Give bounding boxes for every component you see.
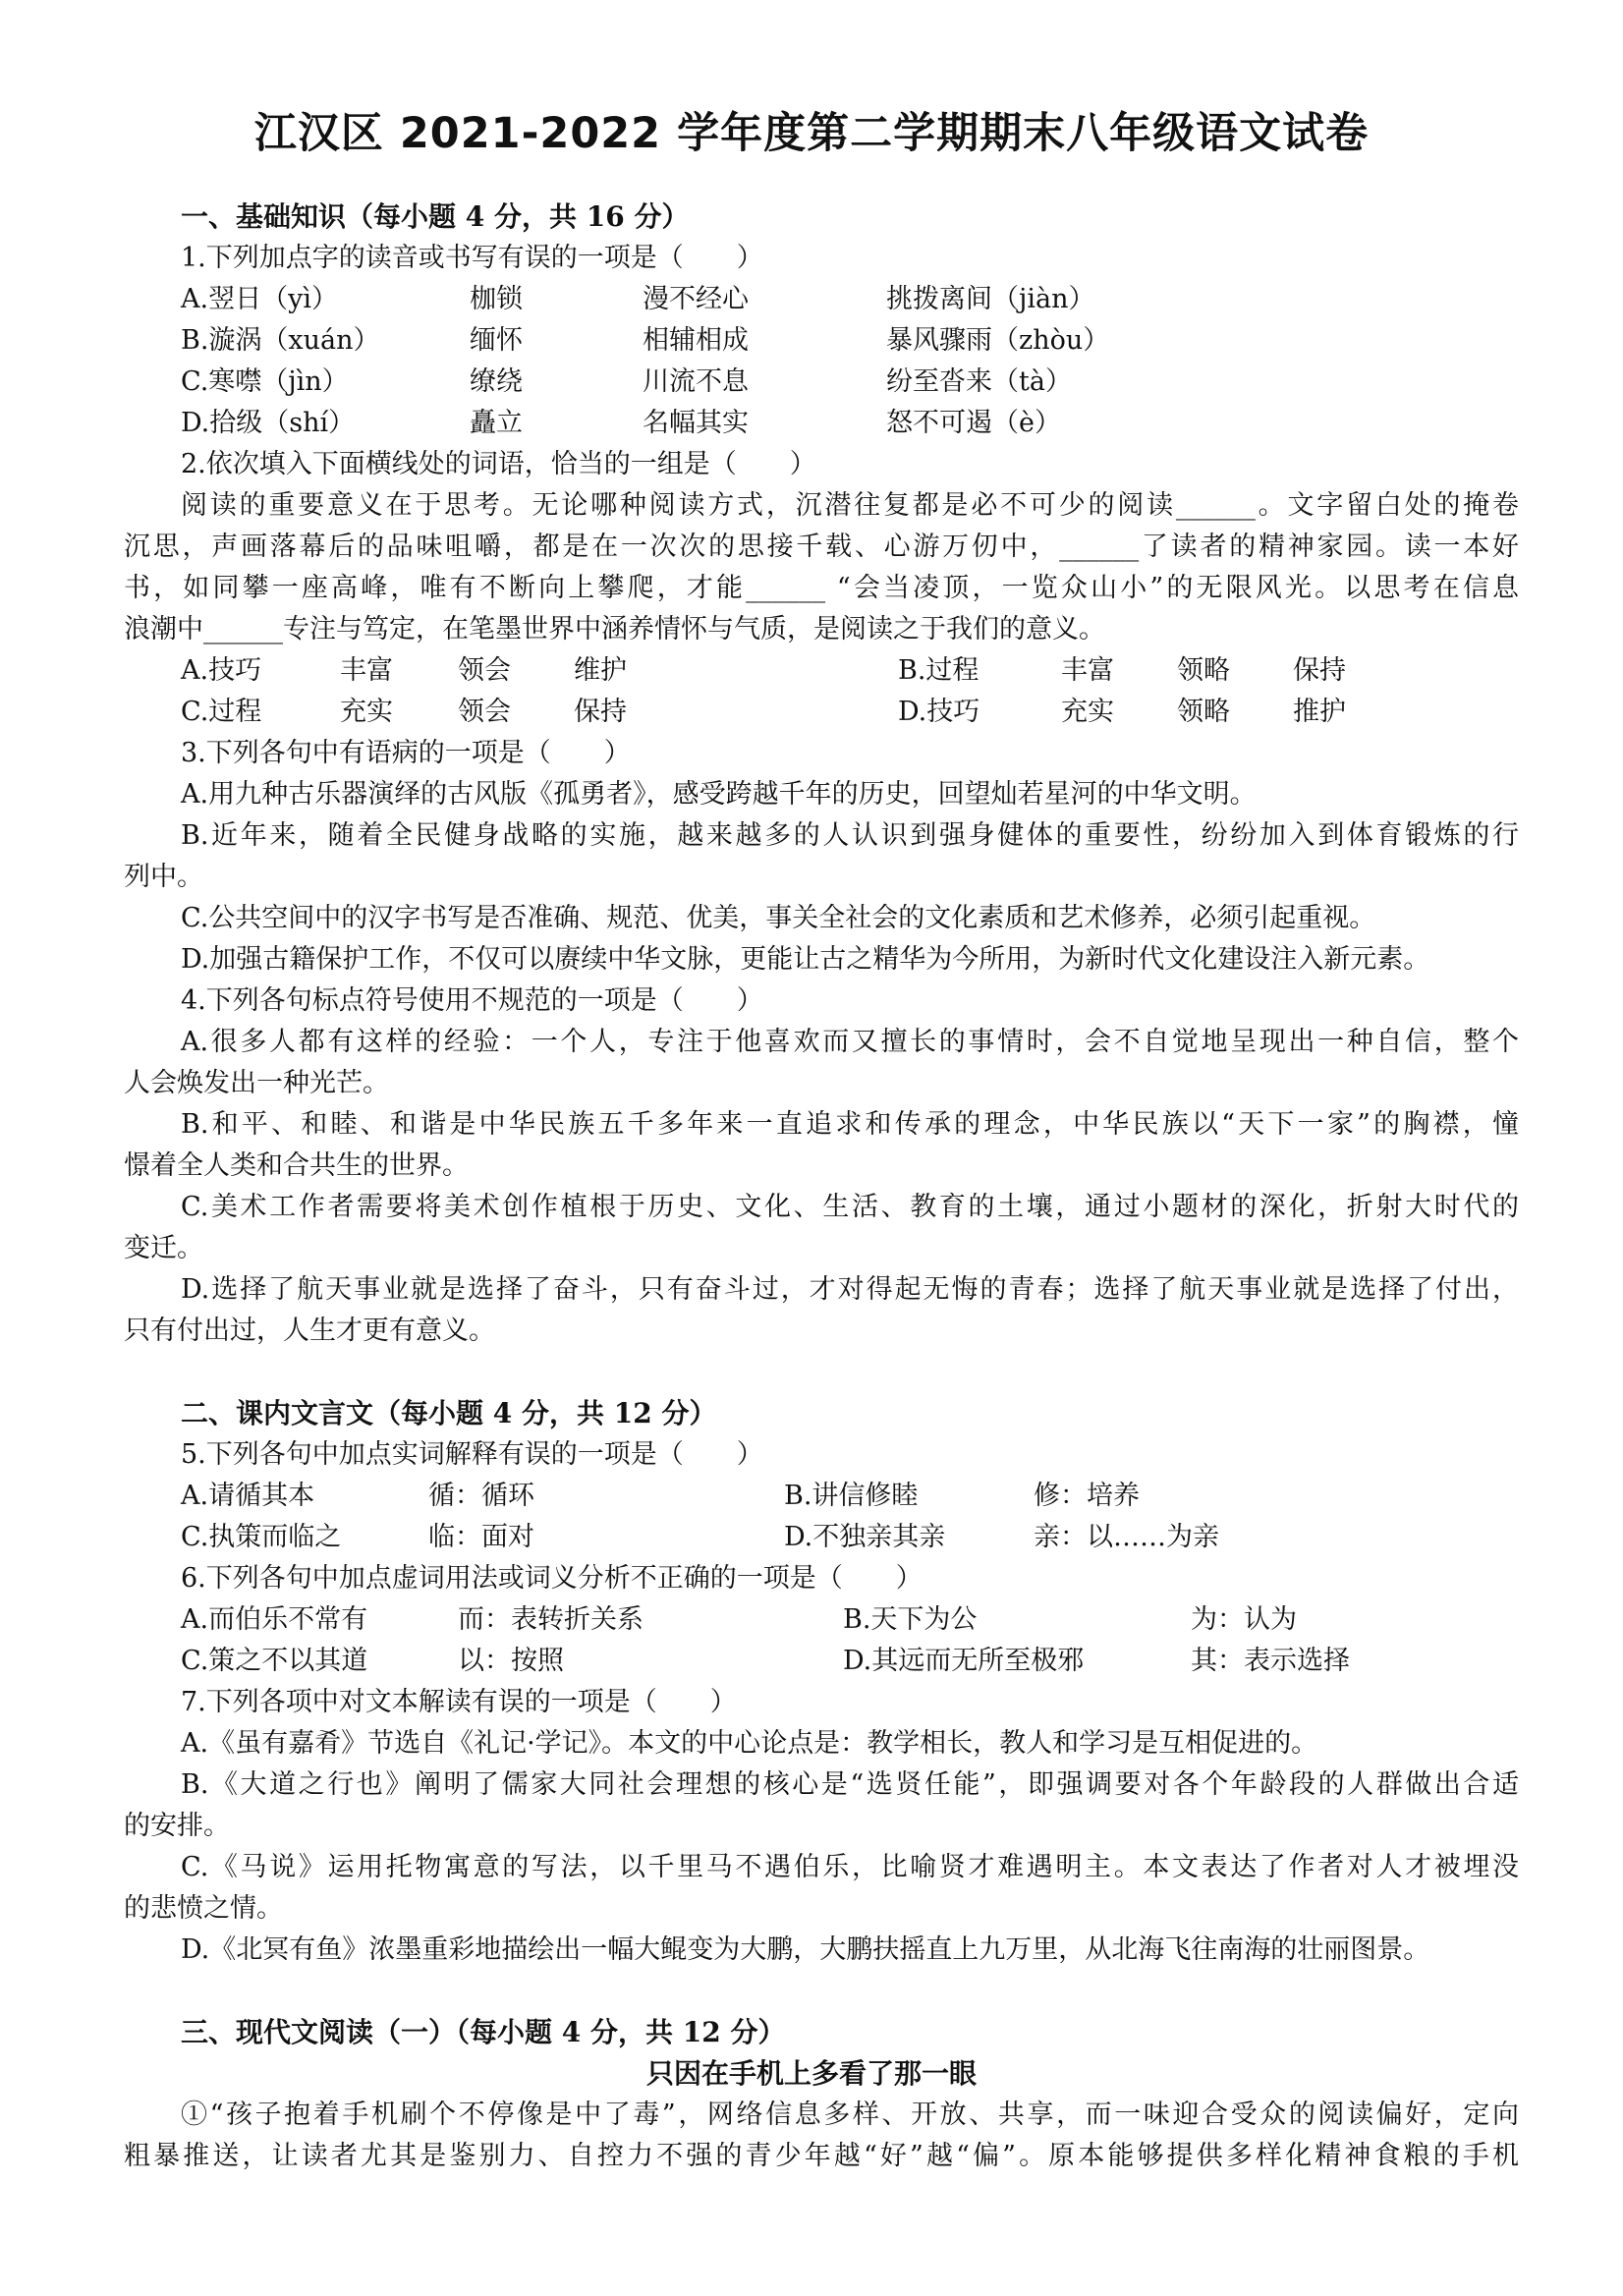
q4-stem: 4.下列各句标点符号使用不规范的一项是（ ） bbox=[181, 985, 763, 1016]
q2-option-d-2: 充实 bbox=[1061, 697, 1114, 727]
q2-option-c-3: 领会 bbox=[458, 697, 511, 727]
q6-option-a-gloss: 而：表转折关系 bbox=[458, 1604, 644, 1635]
q6-option-b-gloss: 为：认为 bbox=[1191, 1604, 1297, 1635]
q2-passage-line-1: 阅读的重要意义在于思考。无论哪种阅读方式，沉潜往复都是必不可少的阅读______。文字留白处的掩卷 bbox=[181, 490, 1519, 521]
q2-option-d-4: 推护 bbox=[1293, 697, 1346, 727]
q2-option-c-2: 充实 bbox=[340, 697, 393, 727]
q4-option-b-line-1: B.和平、和睦、和谐是中华民族五千多年来一直追求和传承的理念，中华民族以“天下一家”的胸襟，憧 bbox=[181, 1109, 1519, 1140]
article-paragraph-1-line-2: 粗暴推送，让读者尤其是鉴别力、自控力不强的青少年越“好”越“偏”。原本能够提供多样化精神食粮的手机 bbox=[124, 2141, 1519, 2171]
q1-d-col1: D.拾级（shí） bbox=[181, 408, 356, 438]
q1-c-col1: C.寒噤（jìn） bbox=[181, 366, 349, 397]
q1-d-col2: 矗立 bbox=[470, 408, 523, 438]
q1-b-col2: 缅怀 bbox=[470, 325, 523, 356]
q2-option-b-1: B.过程 bbox=[898, 655, 979, 686]
q3-option-a: A.用九种古乐器演绎的古风版《孤勇者》，感受跨越千年的历史，回望灿若星河的中华文明。 bbox=[181, 779, 1257, 810]
q6-option-a: A.而伯乐不常有 bbox=[181, 1604, 368, 1635]
q4-option-c-line-1: C.美术工作者需要将美术创作植根于历史、文化、生活、教育的土壤，通过小题材的深化，折射大时代的 bbox=[181, 1192, 1519, 1222]
q7-option-c-line-1: C.《马说》运用托物寓意的写法，以千里马不遇伯乐，比喻贤才难遇明主。本文表达了作者对人才被埋没 bbox=[181, 1852, 1519, 1882]
q1-b-col1: B.漩涡（xuán） bbox=[181, 325, 380, 356]
q5-option-d-gloss: 亲：以……为亲 bbox=[1034, 1522, 1219, 1552]
q7-option-b-line-1: B.《大道之行也》阐明了儒家大同社会理想的核心是“选贤任能”，即强调要对各个年龄段的人群做出合适 bbox=[181, 1769, 1519, 1800]
section-2-heading: 二、课内文言文（每小题 4 分，共 12 分） bbox=[181, 1397, 717, 1429]
q1-d-col4: 怒不可遏（è） bbox=[886, 408, 1061, 438]
q3-stem: 3.下列各句中有语病的一项是（ ） bbox=[181, 738, 631, 768]
q6-option-d: D.其远而无所至极邪 bbox=[843, 1646, 1085, 1676]
article-title: 只因在手机上多看了那一眼 bbox=[645, 2057, 977, 2090]
q1-c-col2: 缭绕 bbox=[470, 366, 523, 397]
q6-stem: 6.下列各句中加点虚词用法或词义分析不正确的一项是（ ） bbox=[181, 1563, 923, 1594]
q5-option-a-gloss: 循：循环 bbox=[428, 1481, 534, 1511]
q7-option-d: D.《北冥有鱼》浓墨重彩地描绘出一幅大鲲变为大鹏，大鹏扶摇直上九万里，从北海飞往南海的壮丽图景。 bbox=[181, 1934, 1430, 1965]
q2-passage-line-4: 浪潮中______专注与笃定，在笔墨世界中涵养情怀与气质，是阅读之于我们的意义。 bbox=[124, 614, 1105, 644]
q4-option-c-line-2: 变迁。 bbox=[124, 1233, 203, 1263]
q1-b-col4: 暴风骤雨（zhòu） bbox=[886, 325, 1110, 356]
q3-option-d: D.加强古籍保护工作，不仅可以赓续中华文脉，更能让古之精华为今所用，为新时代文化建设注入新元素。 bbox=[181, 944, 1430, 975]
article-paragraph-1-line-1: ①“孩子抱着手机刷个不停像是中了毒”，网络信息多样、开放、共享，而一味迎合受众的阅读偏好，定向 bbox=[181, 2100, 1519, 2130]
q3-option-b-line-1: B.近年来，随着全民健身战略的实施，越来越多的人认识到强身健体的重要性，纷纷加入到体育锻炼的行 bbox=[181, 820, 1519, 851]
q2-option-d-3: 领略 bbox=[1177, 697, 1230, 727]
q2-option-b-2: 丰富 bbox=[1061, 655, 1114, 686]
q7-stem: 7.下列各项中对文本解读有误的一项是（ ） bbox=[181, 1687, 737, 1717]
q1-stem: 1.下列加点字的读音或书写有误的一项是（ ） bbox=[181, 243, 763, 273]
q7-option-b-line-2: 的安排。 bbox=[124, 1811, 230, 1841]
q1-a-col2: 枷锁 bbox=[470, 284, 523, 314]
q4-option-b-line-2: 憬着全人类和合共生的世界。 bbox=[124, 1150, 469, 1181]
q5-option-a: A.请循其本 bbox=[181, 1481, 315, 1511]
q1-d-col3: 名幅其实 bbox=[643, 408, 749, 438]
q6-option-b: B.天下为公 bbox=[843, 1604, 978, 1635]
q4-option-d-line-2: 只有付出过，人生才更有意义。 bbox=[124, 1316, 495, 1346]
q3-option-b-line-2: 列中。 bbox=[124, 862, 203, 892]
q2-option-a-4: 维护 bbox=[574, 655, 627, 686]
section-3-heading: 三、现代文阅读（一）（每小题 4 分，共 12 分） bbox=[181, 2016, 786, 2048]
q1-a-col1: A.翌日（yì） bbox=[181, 284, 338, 314]
q1-a-col3: 漫不经心 bbox=[643, 284, 749, 314]
q2-option-a-2: 丰富 bbox=[340, 655, 393, 686]
q1-c-col3: 川流不息 bbox=[643, 366, 749, 397]
q4-option-a-line-1: A.很多人都有这样的经验：一个人，专注于他喜欢而又擅长的事情时，会不自觉地呈现出一种自信，整个 bbox=[181, 1027, 1519, 1057]
q2-option-a-1: A.技巧 bbox=[181, 655, 262, 686]
q1-a-col4: 挑拨离间（jiàn） bbox=[886, 284, 1095, 314]
q4-option-a-line-2: 人会焕发出一种光芒。 bbox=[124, 1068, 389, 1098]
q2-option-a-3: 领会 bbox=[458, 655, 511, 686]
q7-option-c-line-2: 的悲愤之情。 bbox=[124, 1893, 283, 1924]
q5-stem: 5.下列各句中加点实词解释有误的一项是（ ） bbox=[181, 1439, 763, 1470]
q2-passage-line-3: 书，如同攀一座高峰，唯有不断向上攀爬，才能______ “会当凌顶，一览众山小”的无限风光。以思考在信息 bbox=[124, 573, 1519, 603]
q2-option-b-4: 保持 bbox=[1293, 655, 1346, 686]
q6-option-c: C.策之不以其道 bbox=[181, 1646, 368, 1676]
q2-option-c-4: 保持 bbox=[574, 697, 627, 727]
q2-option-d-1: D.技巧 bbox=[898, 697, 980, 727]
q6-option-d-gloss: 其：表示选择 bbox=[1191, 1646, 1350, 1676]
q3-option-c: C.公共空间中的汉字书写是否准确、规范、优美，事关全社会的文化素质和艺术修养，必须引起重视。 bbox=[181, 903, 1376, 933]
q2-stem: 2.依次填入下面横线处的词语，恰当的一组是（ ） bbox=[181, 449, 816, 479]
q2-option-c-1: C.过程 bbox=[181, 697, 262, 727]
q1-b-col3: 相辅相成 bbox=[643, 325, 749, 356]
exam-title: 江汉区 2021-2022 学年度第二学期期末八年级语文试卷 bbox=[253, 109, 1370, 158]
q2-passage-line-2: 沉思，声画落幕后的品味咀嚼，都是在一次次的思接千载、心游万仞中，______了读者的精神家园。读一本好 bbox=[124, 532, 1519, 562]
q4-option-d-line-1: D.选择了航天事业就是选择了奋斗，只有奋斗过，才对得起无悔的青春；选择了航天事业就是选择了付出， bbox=[181, 1274, 1519, 1305]
q5-option-c: C.执策而临之 bbox=[181, 1522, 342, 1552]
q5-option-b-gloss: 修：培养 bbox=[1034, 1481, 1140, 1511]
q5-option-d: D.不独亲其亲 bbox=[784, 1522, 946, 1552]
q1-c-col4: 纷至沓来（tà） bbox=[886, 366, 1072, 397]
q2-option-b-3: 领略 bbox=[1177, 655, 1230, 686]
section-1-heading: 一、基础知识（每小题 4 分，共 16 分） bbox=[181, 200, 690, 233]
q5-option-c-gloss: 临：面对 bbox=[428, 1522, 534, 1552]
q6-option-c-gloss: 以：按照 bbox=[458, 1646, 564, 1676]
q7-option-a: A.《虽有嘉肴》节选自《礼记·学记》。本文的中心论点是：教学相长，教人和学习是互相促进的。 bbox=[181, 1728, 1318, 1759]
q5-option-b: B.讲信修睦 bbox=[784, 1481, 919, 1511]
